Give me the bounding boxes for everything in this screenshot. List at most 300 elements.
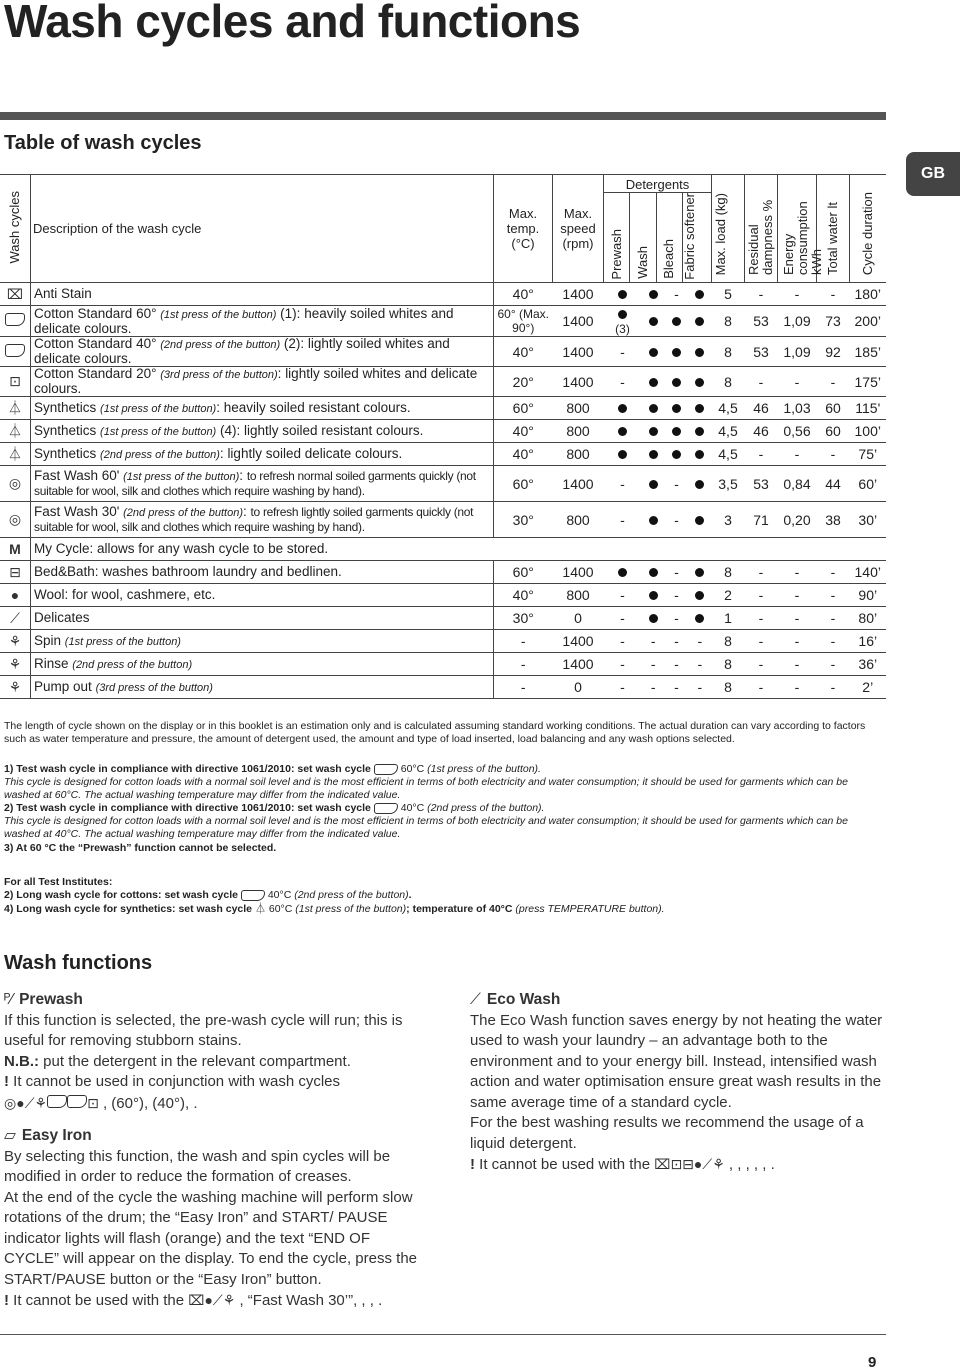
cycle-footnote-ref: : bbox=[216, 399, 220, 415]
cell-load bbox=[712, 502, 745, 538]
cell-damp bbox=[745, 283, 778, 306]
cell-temp bbox=[494, 306, 553, 337]
eco-wash-section bbox=[470, 990, 890, 1176]
cycle-name: Synthetics bbox=[34, 422, 97, 438]
cell-load bbox=[712, 367, 745, 397]
cell-duration bbox=[850, 443, 887, 466]
included-dot-icon bbox=[649, 290, 658, 299]
included-dot-icon bbox=[618, 568, 627, 577]
cell-softener bbox=[688, 443, 711, 466]
cell-damp bbox=[745, 420, 778, 443]
cotton-20-icon: ⊡ bbox=[670, 1156, 683, 1172]
cell-energy bbox=[778, 283, 817, 306]
iron-icon: ⏥ bbox=[4, 1127, 16, 1144]
footnote-2-temp: 40°C bbox=[400, 802, 425, 814]
cell-energy bbox=[778, 367, 817, 397]
cell-prewash bbox=[604, 420, 642, 443]
cell-water bbox=[817, 653, 850, 676]
cell-damp bbox=[745, 443, 778, 466]
included-dot-icon bbox=[649, 568, 658, 577]
cell-value: 0 bbox=[574, 679, 582, 695]
cell-softener bbox=[688, 466, 711, 502]
cell-softener bbox=[688, 607, 711, 630]
prewash-warning: ! It cannot be used in conjunction with wash cycles bbox=[4, 1073, 341, 1090]
cell-duration bbox=[850, 397, 887, 420]
cell-speed bbox=[553, 561, 604, 584]
cell-water bbox=[817, 306, 850, 337]
header-max-speed: Max. speed (rpm) bbox=[560, 206, 596, 251]
cell-value: - bbox=[620, 343, 625, 360]
included-dot-icon bbox=[649, 614, 658, 623]
cotton-icon bbox=[5, 313, 25, 326]
synthetics-icon: ⏃ bbox=[8, 446, 22, 462]
cell-value: - bbox=[520, 656, 526, 672]
cell-energy bbox=[778, 630, 817, 653]
cell-value: 16’ bbox=[858, 633, 878, 649]
cell-value: 53 bbox=[753, 313, 769, 329]
cycle-description bbox=[31, 337, 494, 367]
table-row bbox=[0, 337, 886, 367]
cell-value: - bbox=[674, 656, 679, 672]
cell-value: 90’ bbox=[858, 587, 878, 603]
header-wash: Wash bbox=[634, 246, 650, 280]
cycle-detail: for wool, cashmere, etc. bbox=[72, 587, 216, 602]
cell-softener bbox=[688, 502, 711, 538]
cycle-name: Fast Wash 60' bbox=[34, 468, 120, 483]
cycle-description bbox=[31, 420, 494, 443]
cycle-name: Pump out bbox=[34, 678, 92, 694]
cell-bleach bbox=[665, 443, 688, 466]
header-prewash: Prewash bbox=[608, 228, 624, 280]
cell-duration bbox=[850, 337, 887, 367]
cell-value: 1400 bbox=[562, 343, 594, 360]
cell-duration bbox=[850, 367, 887, 397]
header-bleach: Bleach bbox=[661, 239, 677, 280]
easy-iron-warning-list: , “Fast Wash 30’”, , , . bbox=[239, 1292, 383, 1309]
cycle-detail: heavily soiled whites and delicate colours. bbox=[34, 305, 454, 336]
cell-value: 1400 bbox=[562, 373, 594, 390]
footnote-estimate: The length of cycle shown on the display or in this booklet is an estimation only and is calculated assuming standard working conditions. The actual duration can vary according to factors such as water temperature and pressure, the amount of detergent used, the amount and type of load inserted, load balancing and any wash options selected. bbox=[4, 720, 866, 745]
cell-temp bbox=[494, 443, 553, 466]
cell-value: - bbox=[674, 511, 679, 528]
cell-value: 60° bbox=[512, 564, 534, 580]
cell-speed bbox=[553, 630, 604, 653]
included-dot-icon bbox=[618, 404, 627, 413]
cell-value: 0,20 bbox=[783, 511, 811, 528]
cell-value: - bbox=[830, 446, 836, 462]
cell-value: 0,84 bbox=[783, 475, 811, 492]
included-dot-icon bbox=[672, 348, 681, 357]
cycle-name: Anti Stain bbox=[34, 286, 92, 301]
cycle-press-note: (3rd press of the button) bbox=[95, 681, 213, 694]
cell-temp bbox=[494, 367, 553, 397]
cotton-icon bbox=[5, 344, 25, 357]
cell-bleach bbox=[665, 584, 688, 607]
included-dot-icon bbox=[649, 450, 658, 459]
fast-wash-icon: ◎ bbox=[8, 511, 22, 527]
cycle-press-note: (2nd press of the button) bbox=[160, 339, 281, 351]
cell-temp bbox=[494, 561, 553, 584]
cell-temp bbox=[494, 420, 553, 443]
cell-value: 44 bbox=[825, 475, 841, 492]
cell-softener bbox=[688, 630, 711, 653]
cell-value: 40° bbox=[512, 446, 534, 462]
cell-bleach bbox=[665, 466, 688, 502]
cell-speed bbox=[553, 584, 604, 607]
cell-value: 800 bbox=[566, 400, 590, 416]
cell-value: - bbox=[830, 373, 836, 390]
cycle-detail: heavily soiled resistant colours. bbox=[223, 399, 411, 415]
cell-value: - bbox=[758, 656, 764, 672]
cycle-description bbox=[31, 502, 494, 538]
cell-prewash bbox=[604, 584, 642, 607]
included-dot-icon bbox=[695, 568, 704, 577]
cotton-icon bbox=[47, 1095, 67, 1108]
cell-value: 75’ bbox=[858, 446, 878, 462]
included-dot-icon bbox=[695, 450, 704, 459]
cycle-detail: to refresh normal soiled garments quickly (not suitable for wool, silk and clothes which require washing by hand). bbox=[34, 469, 476, 498]
table-row bbox=[0, 283, 886, 306]
cycle-name: Bed&Bath: bbox=[34, 564, 99, 579]
cell-value: 4,5 bbox=[718, 446, 738, 462]
cell-value: 8 bbox=[724, 679, 732, 695]
cycle-description bbox=[31, 397, 494, 420]
cycle-name: Synthetics bbox=[34, 399, 97, 415]
included-dot-icon bbox=[695, 378, 704, 387]
included-dot-icon bbox=[695, 317, 704, 326]
cell-load bbox=[712, 676, 745, 699]
easy-iron-details: At the end of the cycle the washing machine will perform slow rotations of the drum; the “Easy Iron” and START/ PAUSE indicator lights will flash (orange) and the text “END OF CYCLE” will appear on the display. To end the cycle, press the START/PAUSE button or the “Easy Iron” button. bbox=[4, 1188, 417, 1288]
cell-prewash bbox=[604, 397, 642, 420]
cell-value: 1400 bbox=[562, 564, 594, 580]
cell-duration bbox=[850, 466, 887, 502]
cycle-name: Delicates bbox=[34, 610, 90, 625]
header-max-load: Max. load (kg) bbox=[713, 192, 728, 275]
cell-value: 40° bbox=[512, 587, 534, 603]
cell-prewash bbox=[604, 337, 642, 367]
cycle-name: Cotton Standard 20° bbox=[34, 366, 157, 381]
cell-speed bbox=[553, 502, 604, 538]
cell-wash bbox=[642, 337, 665, 367]
cell-value: - bbox=[520, 633, 526, 649]
cell-damp bbox=[745, 630, 778, 653]
cell-value: 60° (Max. 90°) bbox=[497, 307, 549, 335]
cell-value: 36’ bbox=[858, 656, 878, 672]
pump-out-icon: ⚘ bbox=[8, 678, 22, 695]
cell-energy bbox=[778, 443, 817, 466]
cell-value: 1400 bbox=[562, 475, 594, 492]
header-description: Description of the wash cycle bbox=[33, 221, 202, 236]
footnote-2-title: 2) Test wash cycle in compliance with directive 1061/2010: set wash cycle bbox=[4, 802, 371, 814]
cell-value: 46 bbox=[753, 400, 769, 416]
cell-bleach bbox=[665, 306, 688, 337]
cycle-description bbox=[31, 538, 887, 561]
cell-value: - bbox=[758, 446, 764, 462]
spin-icon: ⚘ bbox=[8, 632, 22, 649]
cell-value: - bbox=[758, 373, 764, 390]
cell-value: - bbox=[674, 610, 679, 626]
cell-water bbox=[817, 367, 850, 397]
cell-temp bbox=[494, 397, 553, 420]
cell-energy bbox=[778, 420, 817, 443]
cell-water bbox=[817, 443, 850, 466]
cell-value: - bbox=[794, 373, 800, 390]
inst2-title: 2) Long wash cycle for cottons: set wash cycle bbox=[4, 889, 238, 901]
cell-duration bbox=[850, 676, 887, 699]
delicates-icon: ⟋ bbox=[702, 1156, 713, 1172]
cell-bleach bbox=[665, 397, 688, 420]
easy-iron-section bbox=[4, 1126, 424, 1312]
included-dot-icon bbox=[649, 516, 658, 525]
cell-prewash bbox=[604, 367, 642, 397]
cell-load bbox=[712, 561, 745, 584]
cell-energy bbox=[778, 397, 817, 420]
cell-value: - bbox=[794, 564, 800, 580]
cell-value: 1,09 bbox=[783, 313, 811, 329]
cell-damp bbox=[745, 306, 778, 337]
cell-value: 1,03 bbox=[783, 400, 811, 416]
cell-speed bbox=[553, 466, 604, 502]
table-title: Table of wash cycles bbox=[4, 132, 202, 154]
cell-value: - bbox=[674, 587, 679, 603]
spin-icon: ⚘ bbox=[222, 1292, 236, 1308]
cell-value: - bbox=[697, 656, 703, 672]
cell-energy bbox=[778, 607, 817, 630]
cell-value: - bbox=[758, 633, 764, 649]
cycle-press-note: (1st press of the button) bbox=[64, 635, 181, 648]
cell-water bbox=[817, 607, 850, 630]
cycle-footnote-ref: (1): bbox=[276, 305, 301, 321]
cell-value: 73 bbox=[825, 313, 841, 329]
cell-wash bbox=[642, 653, 665, 676]
language-tab: GB bbox=[906, 152, 960, 196]
cell-value: 0 bbox=[574, 610, 582, 626]
cell-value: 60 bbox=[825, 423, 841, 439]
cell-damp bbox=[745, 466, 778, 502]
cell-water bbox=[817, 283, 850, 306]
inst2-temp: 40°C bbox=[267, 889, 292, 901]
cell-value: - bbox=[830, 633, 836, 649]
cycle-name: Wool: bbox=[34, 587, 69, 602]
cell-value: 100’ bbox=[854, 423, 881, 439]
cycle-description bbox=[31, 367, 494, 397]
cell-load bbox=[712, 306, 745, 337]
cotton-icon bbox=[241, 890, 265, 901]
prewash-description: If this function is selected, the pre-wash cycle will run; this is useful for removing stubborn stains. bbox=[4, 1011, 403, 1049]
cycle-footnote-ref: : bbox=[242, 504, 247, 519]
table-row bbox=[0, 630, 886, 653]
cycle-name: Cotton Standard 40° bbox=[34, 336, 157, 351]
cell-value: 800 bbox=[566, 423, 590, 439]
included-dot-icon bbox=[649, 317, 658, 326]
cell-damp bbox=[745, 653, 778, 676]
cell-softener bbox=[688, 283, 711, 306]
cell-value: - bbox=[830, 679, 836, 695]
cell-softener bbox=[688, 561, 711, 584]
cell-speed bbox=[553, 283, 604, 306]
prewash-note bbox=[4, 1052, 424, 1073]
easy-iron-warning-text: It cannot be used with the bbox=[13, 1292, 185, 1309]
header-residual-dampness: Residual dampness % bbox=[746, 199, 775, 275]
cell-value: 1400 bbox=[562, 656, 594, 672]
cycle-description bbox=[31, 607, 494, 630]
footnote-2-text: This cycle is designed for cotton loads with a normal soil level and is the most efficient in terms of both electricity and water consumption; it should be used for garments which can be washed at 40°C. The actual washing temperature may differ from the indicated value. bbox=[4, 815, 848, 840]
included-dot-icon bbox=[649, 591, 658, 600]
cell-speed bbox=[553, 607, 604, 630]
cell-value: 8 bbox=[724, 633, 732, 649]
header-max-temp: Max. temp. (°C) bbox=[506, 206, 540, 251]
cell-value: - bbox=[830, 656, 836, 672]
my-cycle-icon: M bbox=[9, 541, 21, 557]
wash-cycles-table bbox=[0, 174, 886, 699]
cell-energy bbox=[778, 306, 817, 337]
cell-speed bbox=[553, 653, 604, 676]
cell-duration bbox=[850, 607, 887, 630]
bed-bath-icon: ⊟ bbox=[682, 1156, 694, 1172]
easy-iron-description: By selecting this function, the wash and spin cycles will be modified in order to reduce the formation of creases. bbox=[4, 1147, 391, 1185]
cell-temp bbox=[494, 653, 553, 676]
included-dot-icon bbox=[649, 378, 658, 387]
included-dot-icon bbox=[649, 348, 658, 357]
cell-value: - bbox=[794, 633, 800, 649]
included-dot-icon bbox=[649, 480, 658, 489]
footnote-institutes-2: 2) Long wash cycle for cottons: set wash cycle 40°C (2nd press of the button). bbox=[4, 889, 412, 901]
eco-wash-warning-text: It cannot be used with the bbox=[479, 1156, 651, 1173]
cell-energy bbox=[778, 676, 817, 699]
fast-wash-icon: ◎ bbox=[4, 1094, 17, 1111]
cell-speed bbox=[553, 420, 604, 443]
cell-value: 71 bbox=[753, 511, 769, 528]
cotton-icon bbox=[67, 1095, 87, 1108]
table-row bbox=[0, 584, 886, 607]
table-row bbox=[0, 397, 886, 420]
delicates-icon: ⟋ bbox=[24, 1094, 35, 1111]
cell-load bbox=[712, 607, 745, 630]
cell-speed bbox=[553, 397, 604, 420]
table-row bbox=[0, 502, 886, 538]
cell-prewash bbox=[604, 502, 642, 538]
header-energy: Energy consumption kWh bbox=[781, 201, 824, 275]
cell-value: - bbox=[620, 511, 625, 528]
cell-value: - bbox=[830, 286, 836, 302]
included-dot-icon bbox=[618, 310, 627, 319]
cell-value: - bbox=[758, 564, 764, 580]
cell-value: 53 bbox=[753, 475, 769, 492]
cell-temp bbox=[494, 584, 553, 607]
table-row bbox=[0, 443, 886, 466]
cell-load bbox=[712, 584, 745, 607]
cycle-press-note: (2nd press of the button) bbox=[100, 448, 220, 461]
delicates-icon: ⟋ bbox=[212, 1292, 223, 1308]
cycle-detail: lightly soiled resistant colours. bbox=[244, 422, 424, 438]
footnote-3-ref: (3) bbox=[615, 322, 630, 336]
cell-softener bbox=[688, 337, 711, 367]
cell-damp bbox=[745, 676, 778, 699]
cell-softener bbox=[688, 306, 711, 337]
cycle-detail: to refresh lightly soiled garments quickly (not suitable for wool, silk and clothes which require washing by hand). bbox=[34, 505, 474, 534]
cell-value: 1 bbox=[724, 610, 732, 626]
anti-stain-icon: ⌧ bbox=[654, 1156, 671, 1172]
cell-load bbox=[712, 653, 745, 676]
cell-wash bbox=[642, 561, 665, 584]
cell-prewash bbox=[604, 306, 642, 337]
fast-wash-icon: ◎ bbox=[8, 475, 22, 491]
cell-value: 2’ bbox=[862, 679, 874, 695]
header-fabric-softener: Fabric softener bbox=[681, 192, 697, 280]
cell-value: 4,5 bbox=[718, 423, 738, 439]
footnote-2 bbox=[4, 802, 882, 841]
cycle-description bbox=[31, 306, 494, 337]
cell-prewash bbox=[604, 630, 642, 653]
included-dot-icon bbox=[618, 450, 627, 459]
cycle-press-note: (2nd press of the button) bbox=[123, 507, 243, 519]
cell-bleach bbox=[665, 367, 688, 397]
bed-bath-icon: ⊟ bbox=[9, 563, 21, 580]
cell-duration bbox=[850, 283, 887, 306]
cell-value: 20° bbox=[512, 373, 534, 390]
included-dot-icon bbox=[649, 404, 658, 413]
cell-energy bbox=[778, 337, 817, 367]
inst4-temp2: ; temperature of 40°C bbox=[406, 903, 513, 915]
cell-energy bbox=[778, 584, 817, 607]
included-dot-icon bbox=[695, 427, 704, 436]
cell-damp bbox=[745, 397, 778, 420]
included-dot-icon bbox=[695, 404, 704, 413]
spin-icon: ⚘ bbox=[34, 1094, 48, 1111]
cell-duration bbox=[850, 502, 887, 538]
cell-energy bbox=[778, 653, 817, 676]
footnote-institutes bbox=[4, 876, 112, 889]
cycle-description bbox=[31, 630, 494, 653]
footnote-3 bbox=[4, 842, 276, 855]
cell-speed bbox=[553, 443, 604, 466]
eco-wash-title: Eco Wash bbox=[486, 991, 561, 1008]
cell-load bbox=[712, 337, 745, 367]
cell-value: - bbox=[758, 587, 764, 603]
cotton-20-icon: ⊡ bbox=[9, 373, 21, 389]
cell-value: - bbox=[650, 679, 656, 695]
cycle-footnote-ref: : bbox=[239, 468, 244, 483]
included-dot-icon bbox=[695, 591, 704, 600]
cell-temp bbox=[494, 630, 553, 653]
cell-value: - bbox=[830, 587, 836, 603]
cycle-description bbox=[31, 584, 494, 607]
included-dot-icon bbox=[695, 348, 704, 357]
cell-prewash bbox=[604, 561, 642, 584]
cell-value: - bbox=[620, 373, 625, 390]
cycle-footnote-ref: : bbox=[219, 445, 224, 461]
cell-water bbox=[817, 561, 850, 584]
cell-wash bbox=[642, 367, 665, 397]
cell-value: 8 bbox=[724, 313, 732, 329]
cell-wash bbox=[642, 443, 665, 466]
cell-wash bbox=[642, 466, 665, 502]
table-row bbox=[0, 561, 886, 584]
cell-value: - bbox=[697, 633, 703, 649]
table-row bbox=[0, 306, 886, 337]
cell-value: 8 bbox=[724, 373, 732, 390]
leaf-icon: ⟋ bbox=[470, 991, 481, 1008]
cell-value: 8 bbox=[724, 564, 732, 580]
anti-stain-icon: ⌧ bbox=[6, 285, 24, 302]
cell-energy bbox=[778, 561, 817, 584]
included-dot-icon bbox=[672, 378, 681, 387]
delicates-icon: ⟋ bbox=[10, 609, 20, 626]
cell-value: - bbox=[794, 610, 800, 626]
cell-damp bbox=[745, 561, 778, 584]
prewash-nb-label: N.B.: bbox=[4, 1052, 39, 1070]
cycle-description bbox=[31, 466, 494, 502]
